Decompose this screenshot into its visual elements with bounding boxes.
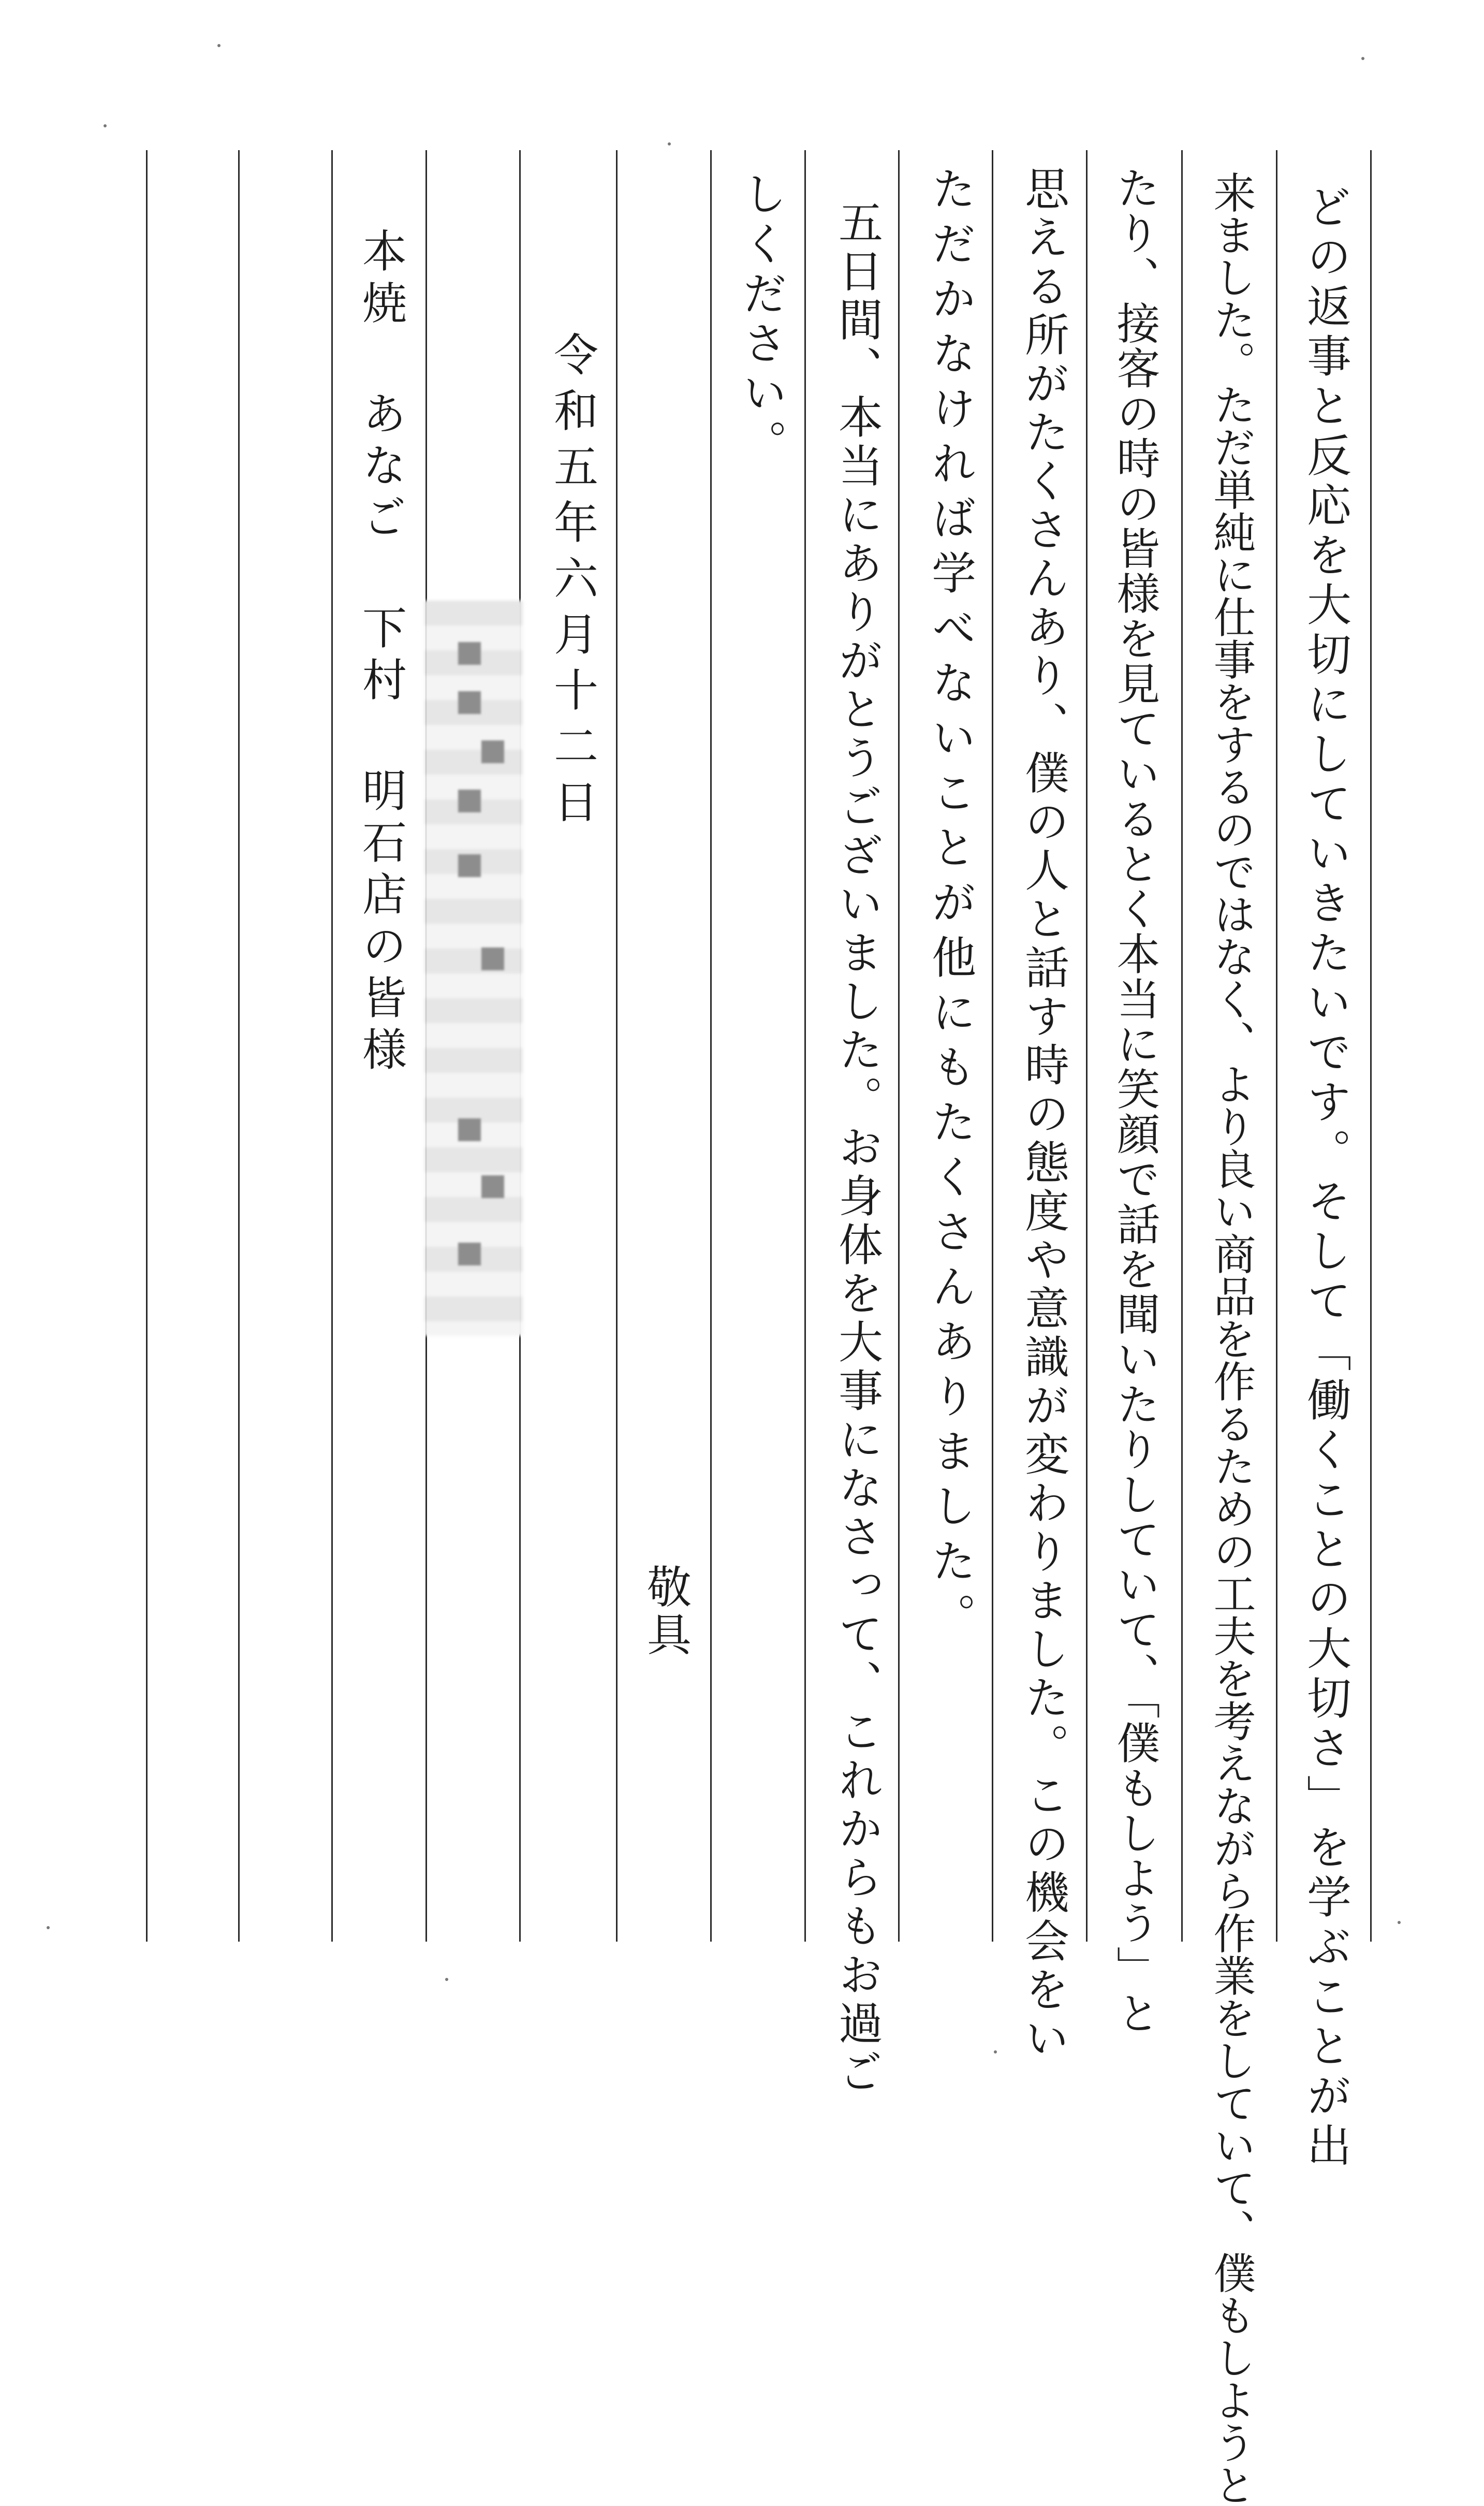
recipient-line: 本焼 あなご 下村 明石店の皆様: [355, 228, 406, 1078]
letter-line-2: 来ました。ただ単純に仕事をするのではなく、より良い商品を作るための工夫を考えながら作業をしていて、僕もしようと: [1207, 171, 1256, 2506]
rule-line: [992, 150, 993, 1942]
rule-line: [146, 150, 148, 1942]
redaction-cell: [481, 948, 504, 970]
scan-speck: [445, 1978, 448, 1981]
redaction-cell: [458, 1118, 481, 1141]
date-line: 令和五年六月十二日: [546, 331, 598, 835]
rule-line: [710, 150, 712, 1942]
rule-line: [238, 150, 240, 1942]
letter-line-5: ただかなければ学べないことが他にもたくさんありました。: [924, 166, 976, 1648]
redaction-cell: [458, 691, 481, 714]
rule-line: [1276, 150, 1277, 1942]
letter-line-7: しください。: [735, 171, 787, 469]
scan-speck: [1398, 1921, 1401, 1924]
scan-speck: [668, 142, 671, 145]
rule-line: [331, 150, 333, 1942]
rule-line: [1181, 150, 1183, 1942]
redaction-cell: [481, 1175, 504, 1198]
redaction-cell: [481, 740, 504, 763]
redaction-cell: [458, 790, 481, 812]
scan-speck: [104, 124, 107, 127]
rule-line: [898, 150, 900, 1942]
closing: 敬具: [639, 1564, 691, 1659]
rule-line: [616, 150, 618, 1942]
letter-line-4: 思える所がたくさんあり、僕の人と話す時の態度や意識が変わりました。この機会をい: [1017, 166, 1069, 2064]
redaction-cell: [458, 854, 481, 877]
letter-line-6: 五日間、本当にありがとうございました。お身体を大事になさって、これからもお過ご: [831, 199, 883, 2097]
rule-line: [1086, 150, 1088, 1942]
scan-speck: [47, 1926, 50, 1929]
redaction-cell: [458, 642, 481, 665]
rule-line: [804, 150, 806, 1942]
scan-speck: [217, 44, 221, 47]
scan-speck: [994, 2050, 997, 2053]
rule-line: [1370, 150, 1372, 1942]
scan-speck: [1361, 57, 1364, 60]
redaction-cell: [458, 1243, 481, 1265]
letter-line-3: たり、接客の時の皆様を見ているとく本当に笑顔で話を聞いたりしていて、「僕もしよう」と: [1110, 166, 1160, 2036]
letter-line-1: どの返事と反応を大切にしていきたいです。そして「働くことの大切さ」を学ぶことが出: [1299, 184, 1351, 2172]
